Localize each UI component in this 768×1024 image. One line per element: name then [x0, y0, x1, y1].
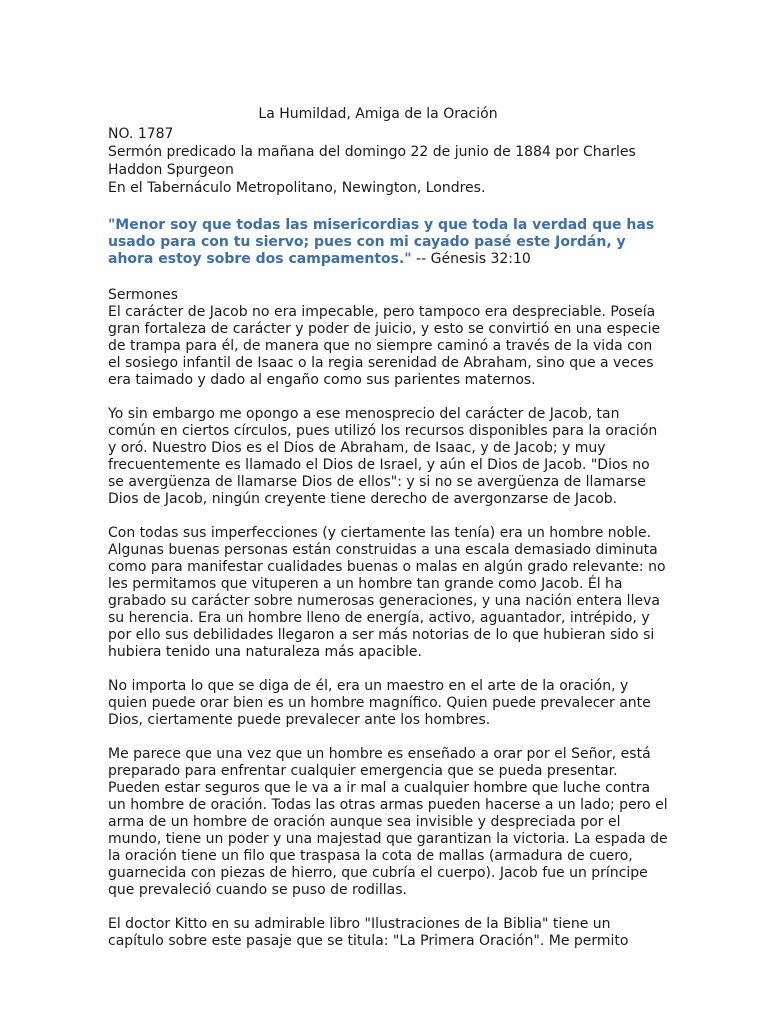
body-paragraph: Yo sin embargo me opongo a ese menosprecio del carácter de Jacob, tan común en ciertos círculos, pues utilizó los recursos disponibles para la oración y oró. Nuestro Dios es el Dios de Abraham, de Isaac, y de Jacob; y muy frecuentemente es llamado el Dios de Israel, y aún el Dios de Jacob. "Dios no se avergüenza de llamarse Dios de ellos": y si no se avergüenza de llamarse Dios de Jacob, ningún creyente tiene derecho de avergonzarse de Jacob. — [108, 406, 658, 507]
sermon-number: NO. 1787 — [108, 126, 174, 142]
sermon-body — [108, 304, 668, 950]
body-paragraph: El carácter de Jacob no era impecable, pero tampoco era despreciable. Poseía gran fortaleza de carácter y poder de juicio, y esto se convirtió en una especie de trampa para él, de manera que no siempre caminó a través de la vida con el sosiego infantil de Isaac o la regia serenidad de Abraham, sino que a veces era taimado y dado al engaño como sus parientes maternos. — [108, 304, 661, 388]
scripture-quote — [108, 217, 668, 268]
scripture-reference: -- Génesis 32:10 — [411, 251, 531, 267]
sermon-preached-line: Sermón predicado la mañana del domingo 22 de junio de 1884 por Charles Haddon Spurgeon — [108, 144, 636, 178]
body-paragraph: Con todas sus imperfecciones (y ciertamente las tenía) era un hombre noble. Algunas buenas personas están construidas a una escala demasiado diminuta como para manifestar cualidades buenas o malas en algún grado relevante: no les permitamos que vituperen a un hombre tan grande como Jacob. Él ha grabado su carácter sobre numerosas generaciones, y una nación entera lleva su herencia. Era un hombre lleno de energía, activo, aguantador, intrépido, y por ello sus debilidades llegaron a ser más notorias de lo que hubieran sido si hubiera tenido una naturaleza más apacible. — [108, 525, 666, 660]
sermon-location: En el Tabernáculo Metropolitano, Newington, Londres. — [108, 180, 486, 196]
document-title: La Humildad, Amiga de la Oración — [258, 106, 498, 122]
body-paragraph: No importa lo que se diga de él, era un maestro en el arte de la oración, y quien puede orar bien es un hombre magnífico. Quien puede prevalecer ante Dios, ciertamente puede prevalecer ante los hombres. — [108, 678, 651, 728]
section-label: Sermones — [108, 287, 178, 303]
body-paragraph: El doctor Kitto en su admirable libro "Ilustraciones de la Biblia" tiene un capítulo sobre este pasaje que se titula: "La Primera Oración". Me permito — [108, 916, 629, 949]
body-paragraph: Me parece que una vez que un hombre es enseñado a orar por el Señor, está preparado para enfrentar cualquier emergencia que se pueda presentar. Pueden estar seguros que le va a ir mal a cualquier hombre que luche contra un hombre de oración. Todas las otras armas pueden hacerse a un lado; pero el arma de un hombre de oración aunque sea invisible y despreciada por el mundo, tiene un poder y una majestad que garantizan la victoria. La espada de la oración tiene un filo que traspasa la cota de mallas (armadura de cuero, guarnecida con piezas de hierro, que cubría el cuerpo). Jacob fue un príncipe que prevaleció cuando se puso de rodillas. — [108, 746, 668, 898]
scripture-verse: "Menor soy que todas las misericordias y que toda la verdad que has usado para con tu siervo; pues con mi cayado pasé este Jordán, y ahora estoy sobre dos campamentos." — [108, 217, 655, 267]
